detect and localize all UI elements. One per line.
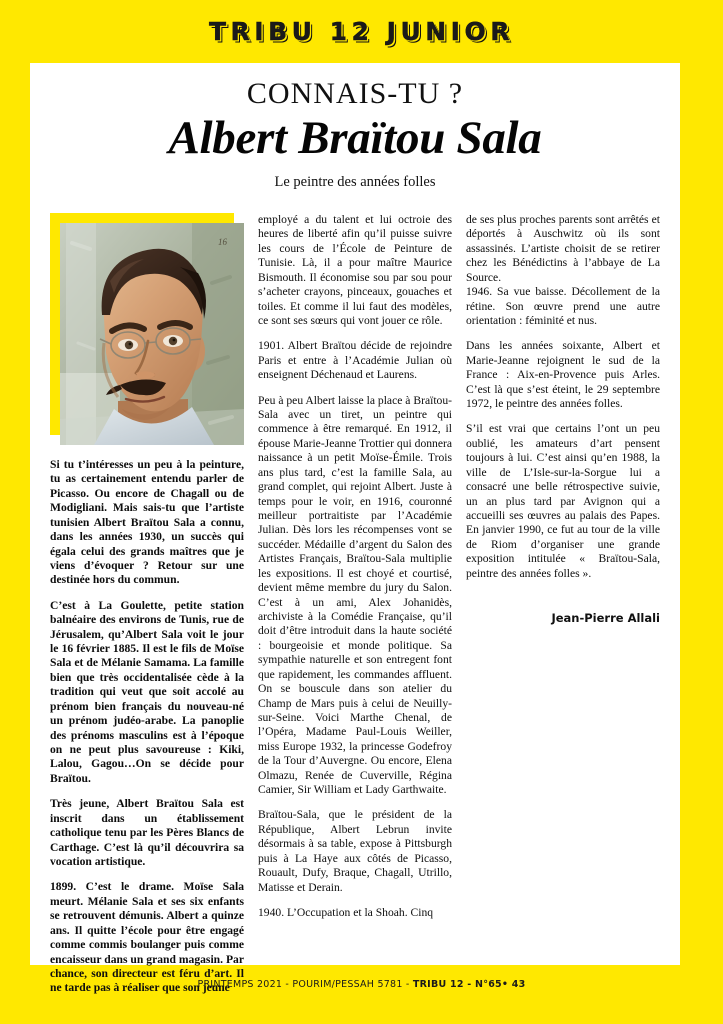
article-column-1 bbox=[50, 213, 244, 995]
paragraph: Très jeune, Albert Braïtou Sala est inscrit dans un établissement catholique tenu par les Pères Blancs de Carthage. C’est là qu’il découvrira sa vocation artistique. bbox=[50, 797, 244, 868]
paragraph: 1946. Sa vue baisse. Décollement de la rétine. Son œuvre prend une autre orientation : féminité et nus. bbox=[466, 285, 660, 327]
article-kicker: CONNAIS-TU ? bbox=[246, 77, 464, 110]
paragraph: 1901. Albert Braïtou décide de rejoindre Paris et entre à l’Académie Julian où enseignent Déchenaud et Laurens. bbox=[258, 339, 452, 382]
paragraph: de ses plus proches parents sont arrêtés et déportés à Auschwitz où ils sont assassinés. L’artiste choisit de se retirer chez les Bénédictins à l’abbaye de La Source. bbox=[466, 213, 660, 284]
paragraph: C’est à La Goulette, petite station balnéaire des environs de Tunis, rue de Jérusalem, qu’Albert Sala voit le jour le 16 février 1885. Il est le fils de Moïse Sala et de Mélanie Samama. La famille bien que très occidentalisée cède à la tradition qui veut que soit accolé au prénom bien français du nouveau-né un prénom judéo-arabe. La panoplie des prénoms masculins est à l’époque on ne peut plus savoureuse : Kiki, Lalou, Gagou…On se décide pour Braïtou. bbox=[50, 598, 244, 785]
paragraph: Dans les années soixante, Albert et Marie-Jeanne rejoignent le sud de la France : Aix-en-Provence puis Arles. C’est là que s’est éteint, le 29 septembre 1972, le peintre des années folles. bbox=[466, 339, 660, 411]
paragraph: Si tu t’intéresses un peu à la peinture, tu as certainement entendu parler de Picasso. Ou encore de Chagall ou de Modigliani. Mais sais-tu que l’artiste tunisien Albert Braïtou Sala a connu, dans les années 1930, un succès qui égala celui des grands maîtres que je viens d’évoquer ? Retour sur une destinée hors du commun. bbox=[50, 458, 244, 587]
article-column-2 bbox=[258, 213, 452, 943]
masthead-banner bbox=[0, 0, 723, 63]
masthead-title: TRIBU 12 JUNIOR bbox=[209, 17, 514, 46]
footer-issue-info: PRINTEMPS 2021 - POURIM/PESSAH 5781 - bbox=[197, 979, 413, 990]
paragraph: 1899. C’est le drame. Moïse Sala meurt. Mélanie Sala et ses six enfants se retrouvent démunis. Albert a quinze ans. Il quitte l’école pour être engagé comme commis boulanger puis comme encaisseur dans un grand magasin. Par chance, son directeur est féru d’art. Il ne tarde pas à réaliser que son jeune bbox=[50, 880, 244, 995]
article-subhead: Le peintre des années folles bbox=[274, 173, 436, 190]
article-headline: Albert Braïtou Sala bbox=[168, 112, 542, 164]
article-byline: Jean-Pierre Allali bbox=[551, 611, 660, 626]
paragraph: employé a du talent et lui octroie des heures de liberté afin qu’il puisse suivre les cours de l’École de Peinture de Tunisie. Là, il a pour maître Maurice Bismouth. Il économise sou par sou pour s’acheter crayons, pinceaux, gouaches et toiles. Et comme il lui faut des modèles, ce sont ses sœurs qui vont jouer ce rôle. bbox=[258, 213, 452, 327]
portrait-frame bbox=[60, 223, 244, 445]
portrait-figure bbox=[50, 213, 244, 445]
paragraph: S’il est vrai que certains l’ont un peu oublié, les amateurs d’art pensent toujours à lui. C’est ainsi qu’en 1988, la ville de L’Isle-sur-la-Sorgue lui a consacré une belle rétrospective suivie, un an plus tard par Avignon qui a accueilli ses œuvres au palais des Papes. En janvier 1990, ce fut au tour de la ville de Riom d’organiser une grande exposition intitulée « Braïtou-Sala, peintre des années folles ». bbox=[466, 422, 660, 580]
paragraph: 1940. L’Occupation et la Shoah. Cinq bbox=[258, 905, 434, 919]
portrait-image bbox=[60, 223, 244, 445]
page-footer bbox=[0, 965, 723, 1024]
article-column-3 bbox=[466, 213, 660, 943]
paragraph: Peu à peu Albert laisse la place à Braïtou-Sala avec un tiret, un peintre qui commence à être remarqué. En 1912, il épouse Marie-Jeanne Trottier qui donnera naissance à un petit Moïse-Émile. Trois ans plus tard, c’est la famille Sala, au grand complet, qui rejoint Albert. Juste à temps pour le voir, en 1916, couronné meilleur portraitiste par l’Académie Julian. Dès lors les récompenses vont se succéder. Médaille d’argent du Salon des Artistes Français, Braïtou-Sala multiplie les expositions. Il est choyé et courtisé, devient même membre du jury du Salon. C’est à un ami, Alex Johanidès, archiviste à la Comédie Française, qu’il doit d’être introduit dans la haute société : bourgeoisie et monde politique. Sa sympathie naturelle et son entregent font que rapidement, les commandes affluent. On se bouscule dans son atelier du Champ de Mars puis à celui de Neuilly-sur-Seine. Voici Marthe Chenal, de l’Opéra, Madame Paul-Louis Weiller, miss Europe 1932, la princesse Godefroy de la Tour d’Auvergne. Ou encore, Elena Olmazu, Renée de Cuverville, Régina Camier, Sir William et Lady Garthwaite. bbox=[258, 393, 452, 797]
svg-text:16: 16 bbox=[218, 237, 227, 247]
title-block bbox=[30, 63, 680, 191]
paragraph: Braïtou-Sala, que le président de la République, Albert Lebrun invite désormais à sa table, expose à Pittsburgh puis à La Haye aux côtés de Picasso, Rouault, Dufy, Braque, Chagall, Utrillo, Matisse et Derain. bbox=[258, 808, 452, 894]
footer-publication: TRIBU 12 - N°65• 43 bbox=[412, 979, 526, 990]
footer-text bbox=[197, 979, 525, 990]
